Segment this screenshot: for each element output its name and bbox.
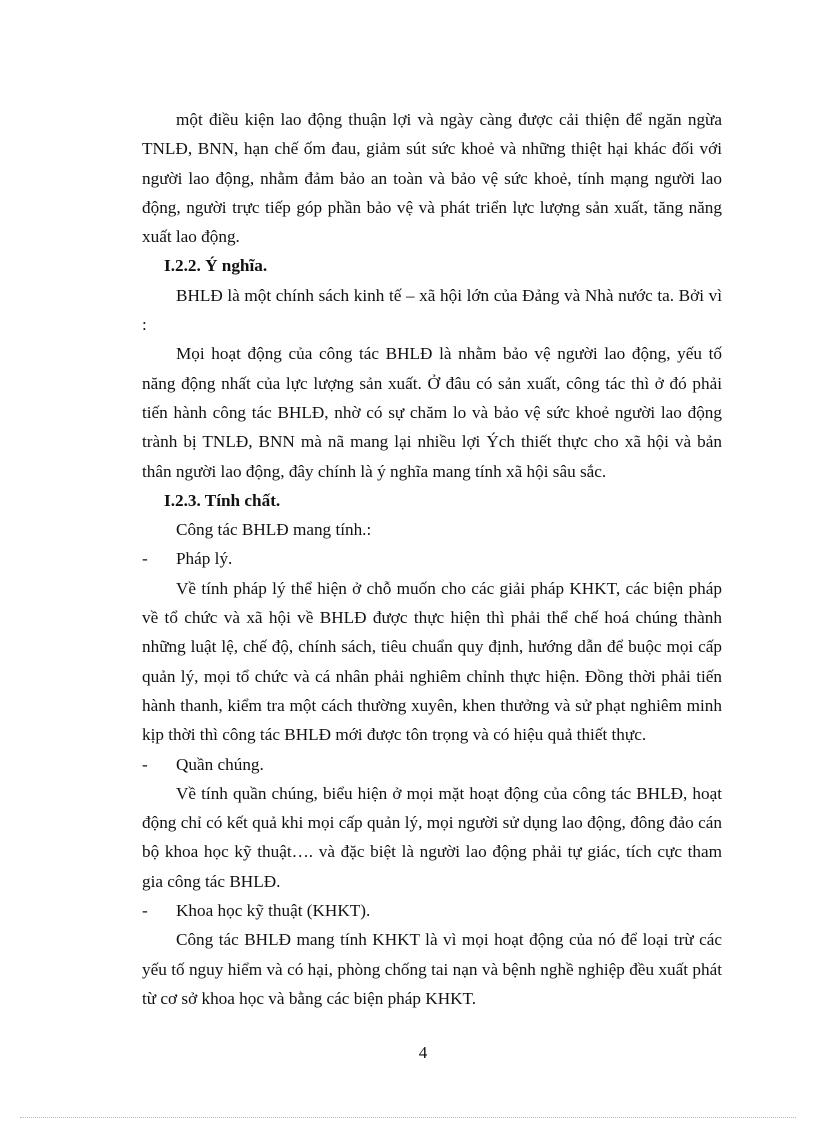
paragraph-purpose: Mọi hoạt động của công tác BHLĐ là nhằm bảo vệ người lao động, yếu tố năng động nhất của lực lượng sản xuất. Ở đâu có sản xuất, công tác thì ở đó phải tiến hành công tác BHLĐ, nhờ có sự chăm lo và bảo vệ sức khoẻ người lao động trành bị TNLĐ, BNN mà nã mang lại nhiều lợi Ých thiết thực cho xã hội và bản thân người lao động, đây chính là ý nghĩa mang tính xã hội sâu sắc. xyxy=(142,344,722,481)
bullet-dash: - xyxy=(142,901,148,921)
paragraph-nature-intro: Công tác BHLĐ mang tính.: xyxy=(176,520,372,540)
bullet-label: Quần chúng. xyxy=(176,754,264,774)
paragraph-mass: Về tính quần chúng, biểu hiện ở mọi mặt hoạt động của công tác BHLĐ, hoạt động chỉ có kết quả khi mọi cấp quản lý, mọi người sử dụng lao động, đông đảo cán bộ khoa học kỹ thuật…. và đặc biệt là người lao động phải tự giác, tích cực tham gia công tác BHLĐ. xyxy=(142,783,722,891)
page-bottom-divider xyxy=(20,1117,796,1118)
section-heading-y-nghia: I.2.2. Ý nghĩa. xyxy=(164,256,268,276)
bullet-label: Pháp lý. xyxy=(176,549,233,569)
document-body xyxy=(142,105,722,1013)
bullet-dash: - xyxy=(142,549,148,569)
paragraph-science: Công tác BHLĐ mang tính KHKT là vì mọi hoạt động của nó để loại trừ các yếu tố nguy hiểm và có hại, phòng chống tai nạn và bệnh nghề nghiệp đều xuất phát từ cơ sở khoa học và bằng các biện pháp KHKT. xyxy=(142,930,722,1008)
section-heading-tinh-chat: I.2.3. Tính chất. xyxy=(164,490,281,510)
page-number: 4 xyxy=(418,1043,428,1062)
paragraph-legal: Về tính pháp lý thể hiện ở chỗ muốn cho các giải pháp KHKT, các biện pháp về tổ chức và xã hội về BHLĐ được thực hiện thì phải thể chế hoá chúng thành những luật lệ, chế độ, chính sách, tiêu chuẩn quy định, hướng dẫn để buộc mọi cấp quản lý, mọi tổ chức và cá nhân phải nghiêm chỉnh thực hiện. Đồng thời phải tiến hành thanh, kiểm tra một cách thường xuyên, khen thưởng và sử phạt nghiêm minh kịp thời thì công tác BHLĐ mới được tôn trọng và có hiệu quả thiết thực. xyxy=(142,578,722,745)
bullet-label: Khoa học kỹ thuật (KHKT). xyxy=(176,901,371,921)
paragraph-policy: BHLĐ là một chính sách kinh tế – xã hội lớn của Đảng và Nhà nước ta. Bởi vì : xyxy=(142,285,722,335)
paragraph-intro: một điều kiện lao động thuận lợi và ngày càng được cải thiện để ngăn ngừa TNLĐ, BNN, hạn chế ốm đau, giảm sút sức khoẻ và những thiệt hại khác đối với người lao động, nhằm đảm bảo an toàn và bảo vệ sức khoẻ, tính mạng người lao động, người trực tiếp góp phần bảo vệ và phát triển lực lượng sản xuất, tăng năng xuất lao động. xyxy=(142,110,722,247)
bullet-item-quan-chung xyxy=(142,750,722,779)
bullet-item-phap-ly xyxy=(142,544,722,573)
bullet-item-khkt xyxy=(142,896,722,925)
bullet-dash: - xyxy=(142,754,148,774)
